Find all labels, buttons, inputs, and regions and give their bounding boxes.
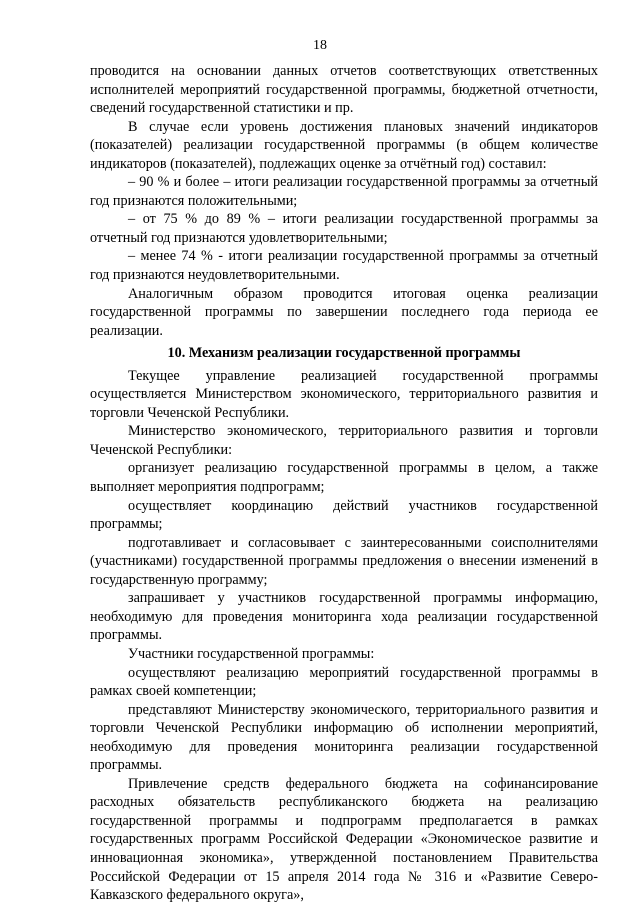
paragraph: В случае если уровень достижения плановых значений индикаторов (показателей) реализации государственной программы (в общем количестве индикаторов (показателей), подлежащих оценке за отчётный год) составил: [90, 118, 598, 172]
list-item: – от 75 % до 89 % – итоги реализации государственной программы за отчетный год признаются удовлетворительными; [90, 211, 598, 246]
paragraph: Привлечение средств федерального бюджета на софинансирование расходных обязательств республиканского бюджета на реализацию государственной программы и подпрограмм предполагается в рамках государственных программ Российской Федерации «Экономическое развитие и инновационная экономика», утвержденной постановлением Правительства Российской Федерации от 15 апреля 2014 года № 316 и «Развитие Северо-Кавказского федерального округа», [90, 775, 598, 904]
list-item: – менее 74 % - итоги реализации государственной программы за отчетный год признаются неудовлетворительными. [90, 248, 598, 284]
paragraph: Текущее управление реализацией государственной программы осуществляется Министерством экономического, территориального развития и торговли Чеченской Республики. [90, 367, 598, 421]
list-item: осуществляют реализацию мероприятий государственной программы в рамках своей компетенции; [90, 664, 598, 700]
list-item: запрашивает у участников государственной программы информацию, необходимую для проведения мониторинга хода реализации государственной программы. [90, 590, 598, 644]
list-item: – 90 % и более – итоги реализации государственной программы за отчетный год признаются положительными; [90, 174, 598, 209]
paragraph: проводится на основании данных отчетов соответствующих ответственных исполнителей мероприятий государственной программы, бюджетной отчетности, сведений государственной статистики и пр. [90, 63, 598, 117]
paragraph: Министерство экономического, территориального развития и торговли Чеченской Республики: [90, 423, 598, 458]
list-item: организует реализацию государственной программы в целом, а также выполняет мероприятия подпрограмм; [90, 460, 598, 496]
list-item: подготавливает и согласовывает с заинтересованными соисполнителями (участниками) государственной программы предложения о внесении изменений в государственную программу; [90, 534, 598, 588]
document-body [90, 62, 598, 905]
list-item: осуществляет координацию действий участников государственной программы; [90, 497, 598, 533]
list-item: представляют Министерству экономического, территориального развития и торговли Чеченской Республики информацию об исполнении мероприятий, необходимую для проведения мониторинга реализации государственной программы. [90, 701, 598, 774]
paragraph: Аналогичным образом проводится итоговая оценка реализации государственной программы по завершении последнего года периода ее реализации. [90, 285, 598, 339]
page-number: 18 [313, 38, 327, 53]
section-heading: 10. Механизм реализации государственной программы [167, 345, 521, 362]
paragraph: Участники государственной программы: [128, 645, 375, 662]
